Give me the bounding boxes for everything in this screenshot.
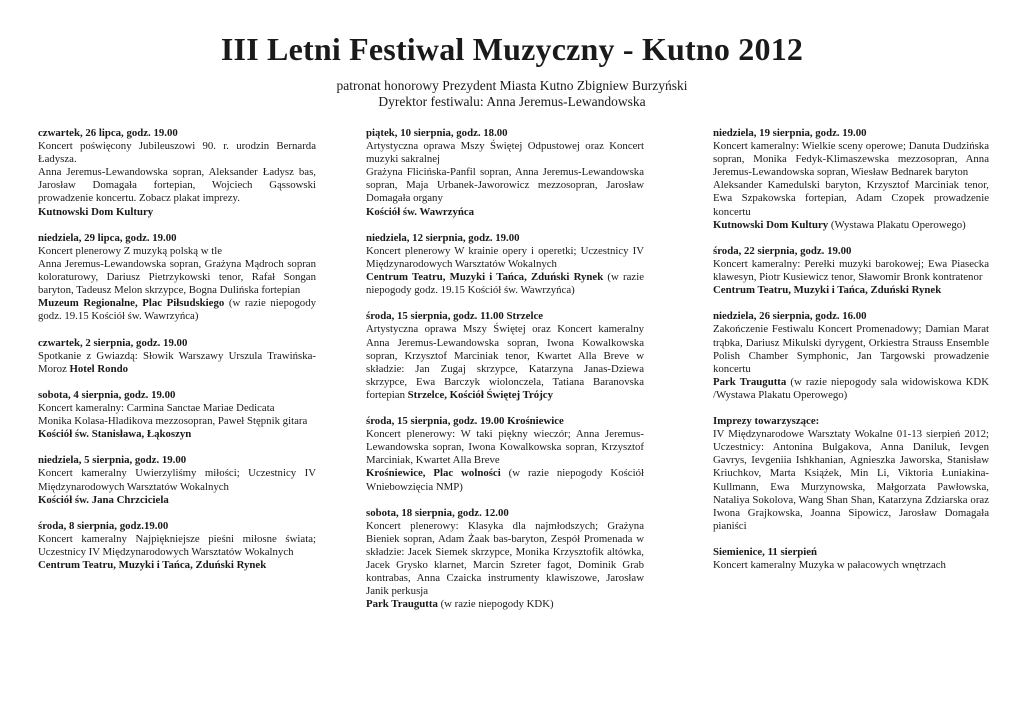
event-venue-line	[713, 219, 989, 232]
event-note: (w razie niepogody sala widowiskowa KDK /Wystawa Plakatu Operowego)	[713, 375, 990, 401]
event-block	[713, 415, 989, 533]
event-block	[38, 337, 316, 376]
event-text: Anna Jeremus-Lewandowska sopran, Grażyna Mądroch sopran koloraturowy, Dariusz Pietrzykowski tenor, Rafał Songan baryton, Tadeusz Melon skrzypce, Bogna Dulińska fortepian	[38, 257, 316, 297]
event-heading: środa, 15 sierpnia, godz. 19.00 Krośniewice	[366, 415, 564, 428]
event-venue: Centrum Teatru, Muzyki i Tańca, Zduński Rynek	[366, 271, 604, 284]
event-venue-line	[713, 376, 989, 402]
event-text: Anna Jeremus-Lewandowska sopran, Aleksander Ładysz bas, Jarosław Domagała fortepian, Wojciech Gąssowski prowadzenie koncertu. Zobacz plakat imprezy.	[38, 166, 316, 205]
event-venue: Krośniewice, Plac wolności	[366, 467, 501, 480]
column-3	[713, 127, 989, 585]
event-block	[38, 232, 316, 324]
page-title: III Letni Festiwal Muzyczny - Kutno 2012	[220, 31, 804, 67]
event-text: Koncert poświęcony Jubileuszowi 90. r. urodzin Bernarda Ładysza.	[38, 140, 316, 166]
event-venue-line	[713, 284, 989, 297]
event-text: IV Międzynarodowe Warsztaty Wokalne 01-13 sierpień 2012; Uczestnicy: Antonina Bulgakova, Anna Daniluk, Ievgen Gavrys, Ievgeniia Ishkhanian, Agnieszka Jaworska, Stanisław Kriuchkov, Marta Książek, Min Li, Viktoria Łuniakina-Kullmann, Ewa Murzynowska, Małgorzata Pawłowska, Nataliya Sokolova, Wang Shan Shan, Katarzyna Zdziarska oraz Iwona Grajkowska, Joanna Sipowicz, Jarosław Domagała pianiści	[713, 428, 989, 532]
event-venue-line	[38, 494, 316, 507]
event-block	[38, 520, 316, 572]
event-block	[38, 127, 316, 219]
event-venue: Park Traugutta	[366, 598, 438, 611]
event-text: Aleksander Kamedulski baryton, Krzysztof Marciniak tenor, Ewa Szpakowska fortepian, Adam Czopek prowadzenie koncertu	[713, 179, 989, 218]
event-heading: niedziela, 26 sierpnia, godz. 16.00	[713, 310, 867, 323]
event-venue: Kutnowski Dom Kultury	[713, 218, 829, 231]
event-venue: Centrum Teatru, Muzyki i Tańca, Zduński Rynek	[713, 284, 942, 297]
event-venue: Kościół św. Stanisława, Łąkoszyn	[38, 428, 192, 441]
event-heading: czwartek, 26 lipca, godz. 19.00	[38, 127, 178, 139]
event-text: Artystyczna oprawa Mszy Świętej oraz Koncert kameralny Anna Jeremus-Lewandowska sopran, Iwona Kowalkowska sopran, Krzysztof Marciniak tenor, Kwartet Alla Breve w składzie: Jan Zugaj skrzypce, Katarzyna Janas-Dziewa skrzypce, Ewa Barczyk wiolonczela, Tatiana Baranovska fortepian	[366, 323, 644, 401]
event-block	[366, 415, 644, 494]
event-venue-line	[38, 350, 316, 376]
event-venue: Kościół św. Jana Chrzciciela	[38, 493, 169, 506]
column-1	[38, 127, 316, 585]
event-note: (Wystawa Plakatu Operowego)	[828, 218, 966, 231]
event-block	[38, 454, 316, 506]
event-text: Koncert plenerowy: W taki piękny wieczór; Anna Jeremus-Lewandowska sopran, Iwona Kowalkowska sopran, Krzysztof Marciniak, Kwartet Alla Breve	[366, 428, 644, 467]
event-block	[713, 310, 989, 402]
event-text: Zakończenie Festiwalu Koncert Promenadowy; Damian Marat trąbka, Dariusz Mikulski dyrygent, Orkiestra Strauss Ensemble Polish Chamber Symphonic, Jan Targowski prowadzenie koncertu	[713, 323, 989, 375]
event-heading: środa, 22 sierpnia, godz. 19.00	[713, 244, 852, 257]
event-venue-line	[366, 206, 644, 219]
event-venue-line	[366, 467, 644, 493]
event-heading: środa, 15 sierpnia, godz. 11.00 Strzelce	[366, 310, 544, 323]
event-venue-line	[366, 323, 644, 402]
event-text: Koncert plenerowy: Klasyka dla najmłodszych; Grażyna Bieniek sopran, Adam Żaak bas-baryton, Zespół Promenada w składzie: Jacek Siemek skrzypce, Monika Krzysztofik altówka, Jacek Grysko klarnet, Marcin Szreter fagot, Dominik Grab kontrabas, Anna Czaicka instrumenty klawiszowe, Jarosław Janik perkusja	[366, 519, 644, 598]
event-text: Monika Kolasa-Hladikova mezzosopran, Paweł Stępnik gitara	[38, 415, 308, 428]
event-venue-line	[38, 297, 316, 323]
event-block	[366, 310, 644, 402]
event-venue: Strzelce, Kościół Świętej Trójcy	[407, 388, 553, 401]
event-text: Koncert kameralny Muzyka w pałacowych wnętrzach	[713, 559, 946, 572]
event-heading: środa, 8 sierpnia, godz.19.00	[38, 519, 169, 532]
event-block	[38, 389, 316, 441]
event-heading: czwartek, 2 sierpnia, godz. 19.00	[38, 336, 188, 349]
event-text: Grażyna Flicińska-Panfil sopran, Anna Jeremus-Lewandowska sopran, Maja Urbanek-Jaworowicz mezzosopran, Jarosław Domagała organy	[366, 166, 644, 205]
event-venue-line	[366, 271, 644, 297]
event-note: (w razie niepogody Kościół Wniebowzięcia NMP)	[366, 467, 644, 493]
event-block	[366, 507, 644, 612]
event-text: Koncert kameralny: Carmina Sanctae Mariae Dedicata	[38, 401, 275, 414]
event-venue: Hotel Rondo	[69, 362, 128, 375]
event-text: Koncert plenerowy W krainie opery i operetki; Uczestnicy IV Międzynarodowych Warsztatów Wokalnych	[366, 244, 644, 270]
director-line: Dyrektor festiwalu: Anna Jeremus-Lewandowska	[378, 94, 646, 109]
event-text: Koncert kameralny: Wielkie sceny operowe; Danuta Dudzińska sopran, Monika Fedyk-Klimaszewska mezzosopran, Anna Jeremus-Lewandowska sopran, Wiesław Bednarek baryton	[713, 140, 989, 179]
event-note: (w razie niepogody godz. 19.15 Kościół św. Wawrzyńca)	[366, 271, 645, 297]
event-heading: sobota, 18 sierpnia, godz. 12.00	[366, 506, 509, 519]
event-block	[713, 245, 989, 297]
event-text: Spotkanie z Gwiazdą: Słowik Warszawy Urszula Trawińska-Moroz	[38, 349, 316, 375]
patron-line: patronat honorowy Prezydent Miasta Kutno Zbigniew Burzyński	[336, 78, 688, 93]
event-venue: Muzeum Regionalne, Plac Piłsudskiego	[38, 297, 225, 310]
event-heading: niedziela, 5 sierpnia, godz. 19.00	[38, 454, 187, 467]
event-block	[366, 232, 644, 297]
event-note: (w razie niepogody godz. 19.15 Kościół św. Wawrzyńca)	[38, 297, 316, 323]
event-note: (w razie niepogody KDK)	[437, 598, 554, 611]
event-venue-line	[366, 598, 644, 611]
column-2	[366, 127, 644, 625]
event-venue-line	[38, 428, 316, 441]
event-heading: niedziela, 29 lipca, godz. 19.00	[38, 231, 177, 244]
event-heading: niedziela, 12 sierpnia, godz. 19.00	[366, 231, 520, 244]
event-venue: Kutnowski Dom Kultury	[38, 205, 154, 218]
event-text: Koncert kameralny Najpiękniejsze pieśni miłosne świata; Uczestnicy IV Międzynarodowych Warsztatów Wokalnych	[38, 532, 316, 558]
event-venue: Park Traugutta	[713, 375, 787, 388]
event-heading: niedziela, 19 sierpnia, godz. 19.00	[713, 127, 867, 139]
event-block	[713, 546, 989, 572]
event-block	[713, 127, 989, 232]
event-heading: Siemienice, 11 sierpień	[713, 546, 818, 558]
event-venue-line	[38, 559, 316, 572]
event-text: Koncert kameralny Uwierzyliśmy miłości; Uczestnicy IV Międzynarodowych Warsztatów Wokalnych	[38, 467, 316, 493]
event-text: Koncert plenerowy Z muzyką polską w tle	[38, 244, 223, 257]
event-heading: sobota, 4 sierpnia, godz. 19.00	[38, 388, 176, 401]
event-heading: Imprezy towarzyszące:	[713, 415, 820, 428]
event-venue: Kościół św. Wawrzyńca	[366, 205, 475, 218]
event-venue: Centrum Teatru, Muzyki i Tańca, Zduński Rynek	[38, 559, 267, 572]
event-block	[366, 127, 644, 219]
event-text: Artystyczna oprawa Mszy Świętej Odpustowej oraz Koncert muzyki sakralnej	[366, 140, 644, 166]
event-text: Koncert kameralny: Perełki muzyki barokowej; Ewa Piasecka klawesyn, Piotr Kusiewicz tenor, Sławomir Bronk kontratenor	[713, 257, 989, 284]
event-venue-line	[38, 206, 316, 219]
event-heading: piątek, 10 sierpnia, godz. 18.00	[366, 127, 508, 139]
